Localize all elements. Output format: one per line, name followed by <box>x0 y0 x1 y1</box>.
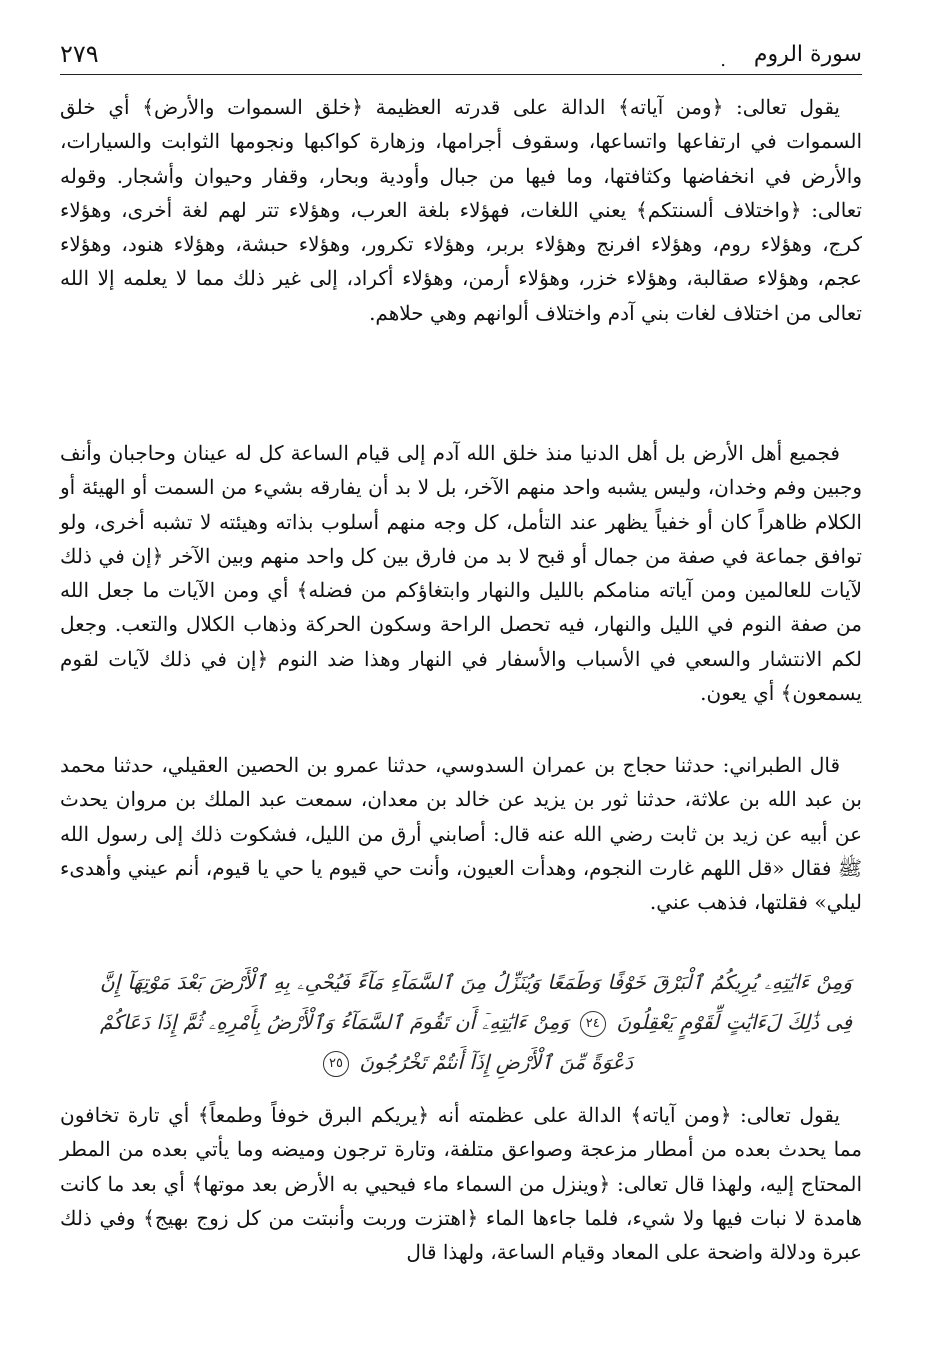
paragraph-2: فجميع أهل الأرض بل أهل الدنيا منذ خلق الله آدم إلى قيام الساعة كل له عينان وحاجبان وأنف وجبين وفم وخدان، وليس يشبه واحد منهم الآخر، بل لا بد أن يفارقه بشيء من السمت أو الهيئة أو الكلام ظاهراً كان أو خفياً يظهر عند التأمل، كل وجه منهم أسلوب بذاته وهيئته لا تشبه أخرى، ولو توافق جماعة في صفة من جمال أو قبح لا بد من فارق بين كل واحد منهم وبين الآخر ﴿إن في ذلك لآيات للعالمين ومن آياته منامكم بالليل والنهار وابتغاؤكم من فضله﴾ أي ومن الآيات ما جعل الله من صفة النوم في الليل والنهار، فيه تحصل الراحة وسكون الحركة وذهاب الكلال والتعب. وجعل لكم الانتشار والسعي في الأسباب والأسفار في النهار وهذا ضد النوم ﴿إن في ذلك لآيات لقوم يسمعون﴾ أي يعون. <box>60 441 862 706</box>
surah-title: سورة الروم <box>753 42 862 67</box>
quran-verse-24: وَمِنْ ءَايَٰتِهِۦ يُرِيكُمُ ٱلْبَرْقَ خَوْفًا وَطَمَعًا وَيُنَزِّلُ مِنَ ٱلسَّمَآءِ مَآءً فَيُحْىِۦ بِهِ ٱلْأَرْضَ بَعْدَ مَوْتِهَآ إِنَّ فِى ذَٰلِكَ لَءَايَٰتٍ لِّقَوْمٍ يَعْقِلُونَ <box>100 970 853 1034</box>
paragraph-1: يقول تعالى: ﴿ومن آياته﴾ الدالة على قدرته العظيمة ﴿خلق السموات والأرض﴾ أي خلق السموات في ارتفاعها واتساعها، وسقوف أجرامها، وزهارة كواكبها ونجومها الثوابت والسيارات، والأرض في انخفاضها وكثافتها، وما فيها من جبال وأودية وبحار، وقفار وحيوان وأشجار. وقوله تعالى: ﴿واختلاف ألسنتكم﴾ يعني اللغات، فهؤلاء بلغة العرب، وهؤلاء تتر لهم لغة أخرى، وهؤلاء كرج، وهؤلاء روم، وهؤلاء افرنج وهؤلاء بربر، وهؤلاء تكرور، وهؤلاء حبشة، وهؤلاء هنود، وهؤلاء عجم، وهؤلاء صقالبة، وهؤلاء خزر، وهؤلاء أرمن، وهؤلاء أكراد، إلى غير ذلك مما لا يعلمه إلا الله تعالى من اختلاف لغات بني آدم واختلاف ألوانهم وهي حلاهم. <box>60 95 862 325</box>
ayah-number-25: ٢٥ <box>323 1051 349 1077</box>
page-number: ٢٧٩ <box>60 40 99 68</box>
header-dot: . <box>720 50 726 71</box>
quran-verse-25: وَمِنْ ءَايَٰتِهِۦٓ أَن تَقُومَ ٱلسَّمَآءُ وَٱلْأَرْضُ بِأَمْرِهِۦ ثُمَّ إِذَا دَعَاكُمْ دَعْوَةً مِّنَ ٱلْأَرْضِ إِذَآ أَنتُمْ تَخْرُجُونَ <box>100 1010 634 1074</box>
page-header <box>60 40 862 75</box>
paragraph-4: يقول تعالى: ﴿ومن آياته﴾ الدالة على عظمته أنه ﴿يريكم البرق خوفاً وطمعاً﴾ أي تارة تخافون مما يحدث بعده من أمطار مزعجة وصواعق متلفة، وتارة ترجون وميضه وما يأتي بعده من المطر المحتاج إليه، ولهذا قال تعالى: ﴿وينزل من السماء ماء فيحيي به الأرض بعد موتها﴾ أي بعد ما كانت هامدة لا نبات فيها ولا شيء، فلما جاءها الماء ﴿اهتزت وربت وأنبتت من كل زوج بهيج﴾ وفي ذلك عبرة ودلالة واضحة على المعاد وقيام الساعة، ولهذا قال <box>60 1103 862 1265</box>
quran-verses-block <box>100 962 852 1086</box>
paragraph-3: قال الطبراني: حدثنا حجاج بن عمران السدوسي، حدثنا عمرو بن الحصين العقيلي، حدثنا محمد بن عبد الله بن علاثة، حدثنا ثور بن يزيد عن خالد بن معدان، سمعت عبد الملك بن مروان يحدث عن أبيه عن زيد بن ثابت رضي الله عنه قال: أصابني أرق من الليل، فشكوت ذلك إلى رسول الله ﷺ فقال «قل اللهم غارت النجوم، وهدأت العيون، وأنت حي قيوم يا حي يا قيوم، أنم عيني وأهدىء ليلي» فقلتها، فذهب عني. <box>60 753 862 915</box>
ayah-number-24: ٢٤ <box>580 1011 606 1037</box>
